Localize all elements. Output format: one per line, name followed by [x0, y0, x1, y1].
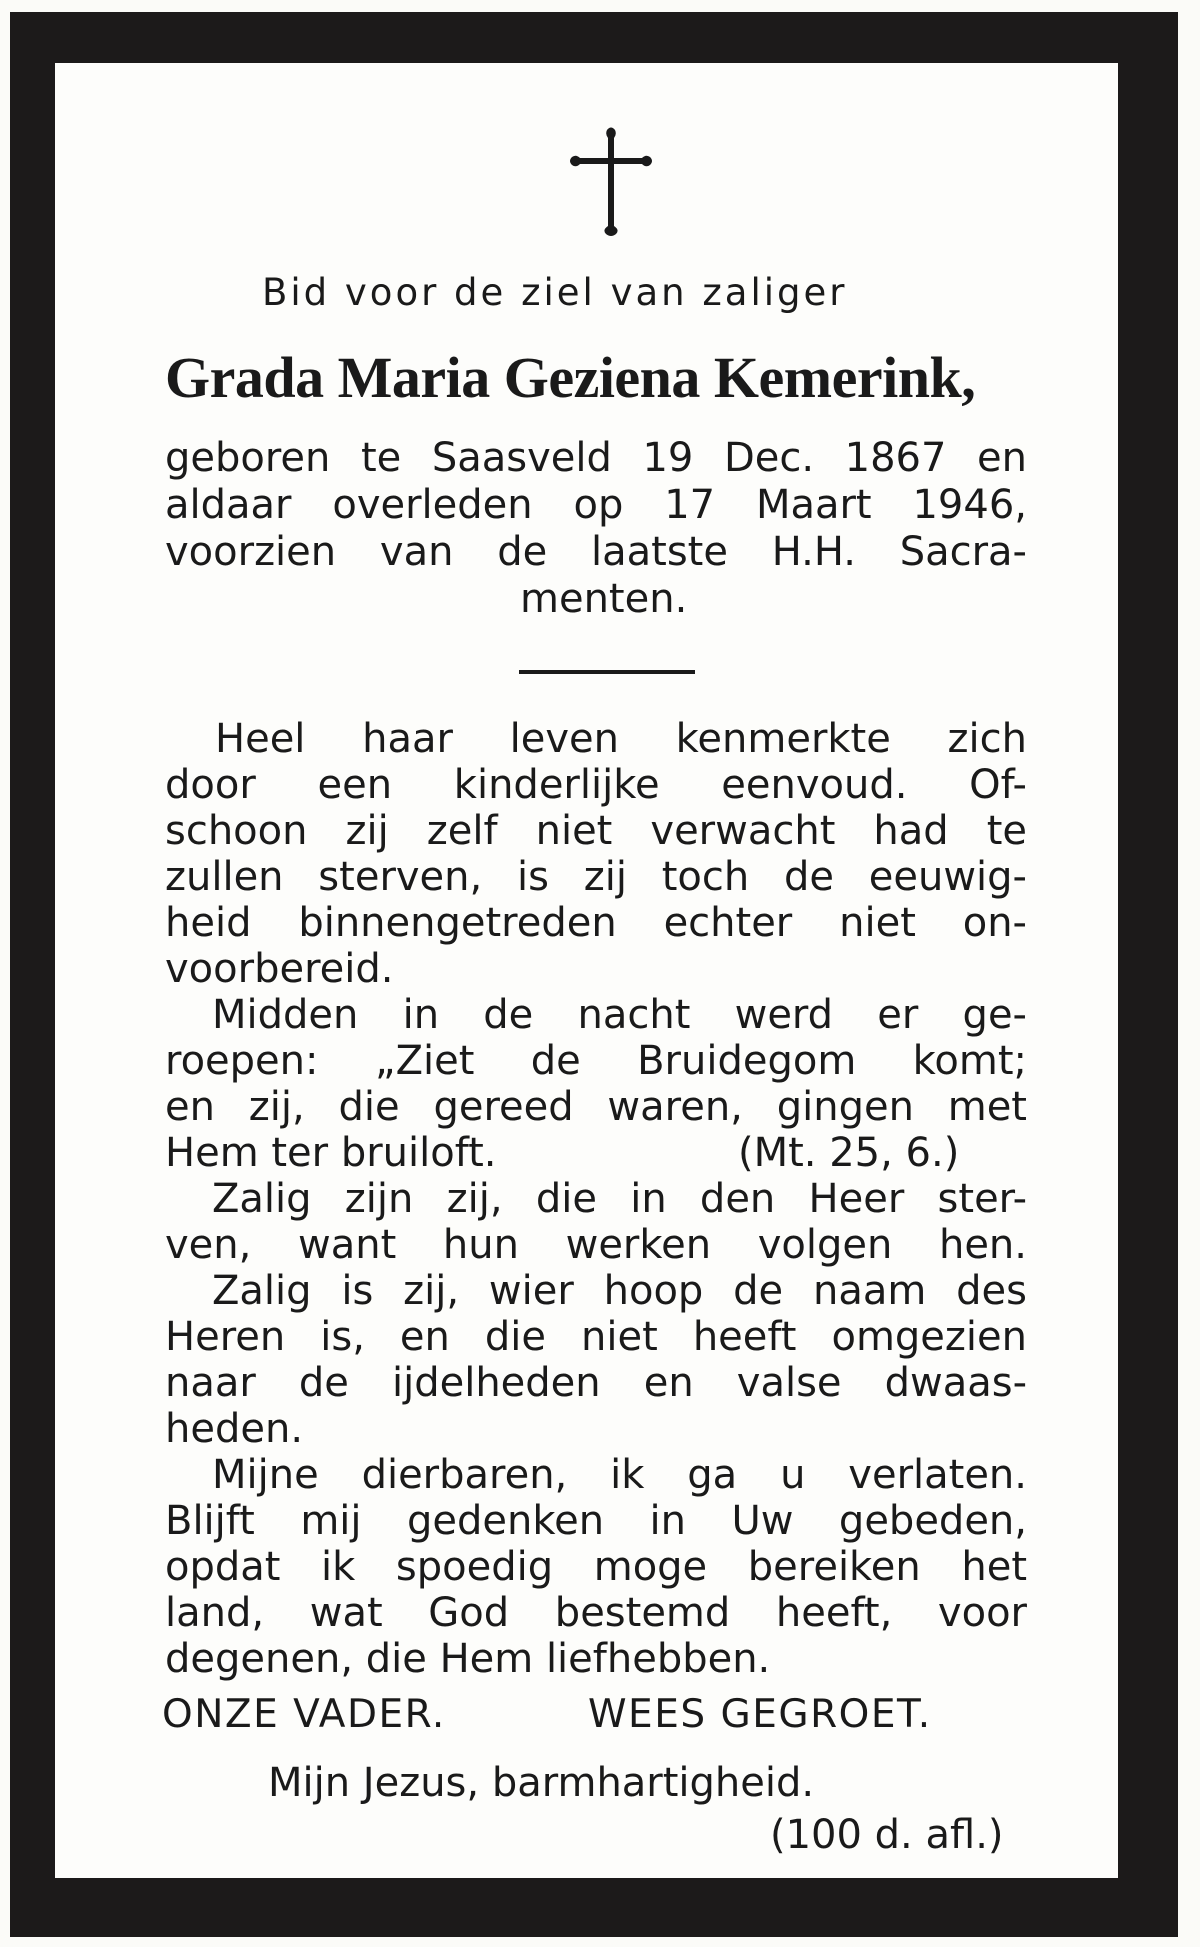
deceased-name: Grada Maria Geziena Kemerink,	[165, 345, 976, 410]
divider	[519, 670, 695, 674]
body-line: Mijne dierbaren, ik ga u verlaten.	[212, 1452, 1027, 1498]
prayer-hail-mary: WEES GEGROET.	[588, 1692, 932, 1737]
body-line: heid binnengetreden echter niet on-	[165, 900, 1027, 946]
body-line: ven, want hun werken volgen hen.	[165, 1222, 1027, 1268]
bio-line: geboren te Saasveld 19 Dec. 1867 en	[165, 435, 1027, 481]
bio-line: voorzien van de laatste H.H. Sacra-	[165, 529, 1027, 575]
body-line: Hem ter bruiloft.	[165, 1130, 497, 1176]
body-line: zullen sterven, is zij toch de eeuwig-	[165, 854, 1027, 900]
body-line: naar de ijdelheden en valse dwaas-	[165, 1360, 1027, 1406]
body-line: en zij, die gereed waren, gingen met	[165, 1084, 1027, 1130]
scripture-reference: (Mt. 25, 6.)	[738, 1130, 960, 1176]
body-line: opdat ik spoedig moge bereiken het	[165, 1544, 1027, 1590]
indulgence-note: (100 d. afl.)	[770, 1812, 1004, 1858]
body-line: Blijft mij gedenken in Uw gebeden,	[165, 1498, 1027, 1544]
body-line: land, wat God bestemd heeft, voor	[165, 1590, 1027, 1636]
body-line: degenen, die Hem liefhebben.	[165, 1636, 771, 1682]
body-line: voorbereid.	[165, 946, 394, 992]
body-line: schoon zij zelf niet verwacht had te	[165, 808, 1027, 854]
body-line: heden.	[165, 1406, 304, 1452]
bio-line: aldaar overleden op 17 Maart 1946,	[165, 482, 1027, 528]
body-line: Zalig zijn zij, die in den Heer ster-	[212, 1176, 1027, 1222]
body-line: Zalig is zij, wier hoop de naam des	[212, 1268, 1027, 1314]
body-line: Heel haar leven kenmerkte zich	[215, 716, 1027, 762]
body-line: Heren is, en die niet heeft omgezien	[165, 1314, 1027, 1360]
body-line: door een kinderlijke eenvoud. Of-	[165, 762, 1027, 808]
body-line: Midden in de nacht werd er ge-	[212, 992, 1027, 1038]
invocation: Mijn Jezus, barmhartigheid.	[268, 1760, 815, 1806]
bio-line: menten.	[520, 576, 688, 622]
cross-icon	[568, 126, 654, 238]
prayer-heading: Bid voor de ziel van zaliger	[262, 271, 848, 314]
body-line: roepen: „Ziet de Bruidegom komt;	[165, 1038, 1027, 1084]
prayer-our-father: ONZE VADER.	[162, 1692, 446, 1737]
